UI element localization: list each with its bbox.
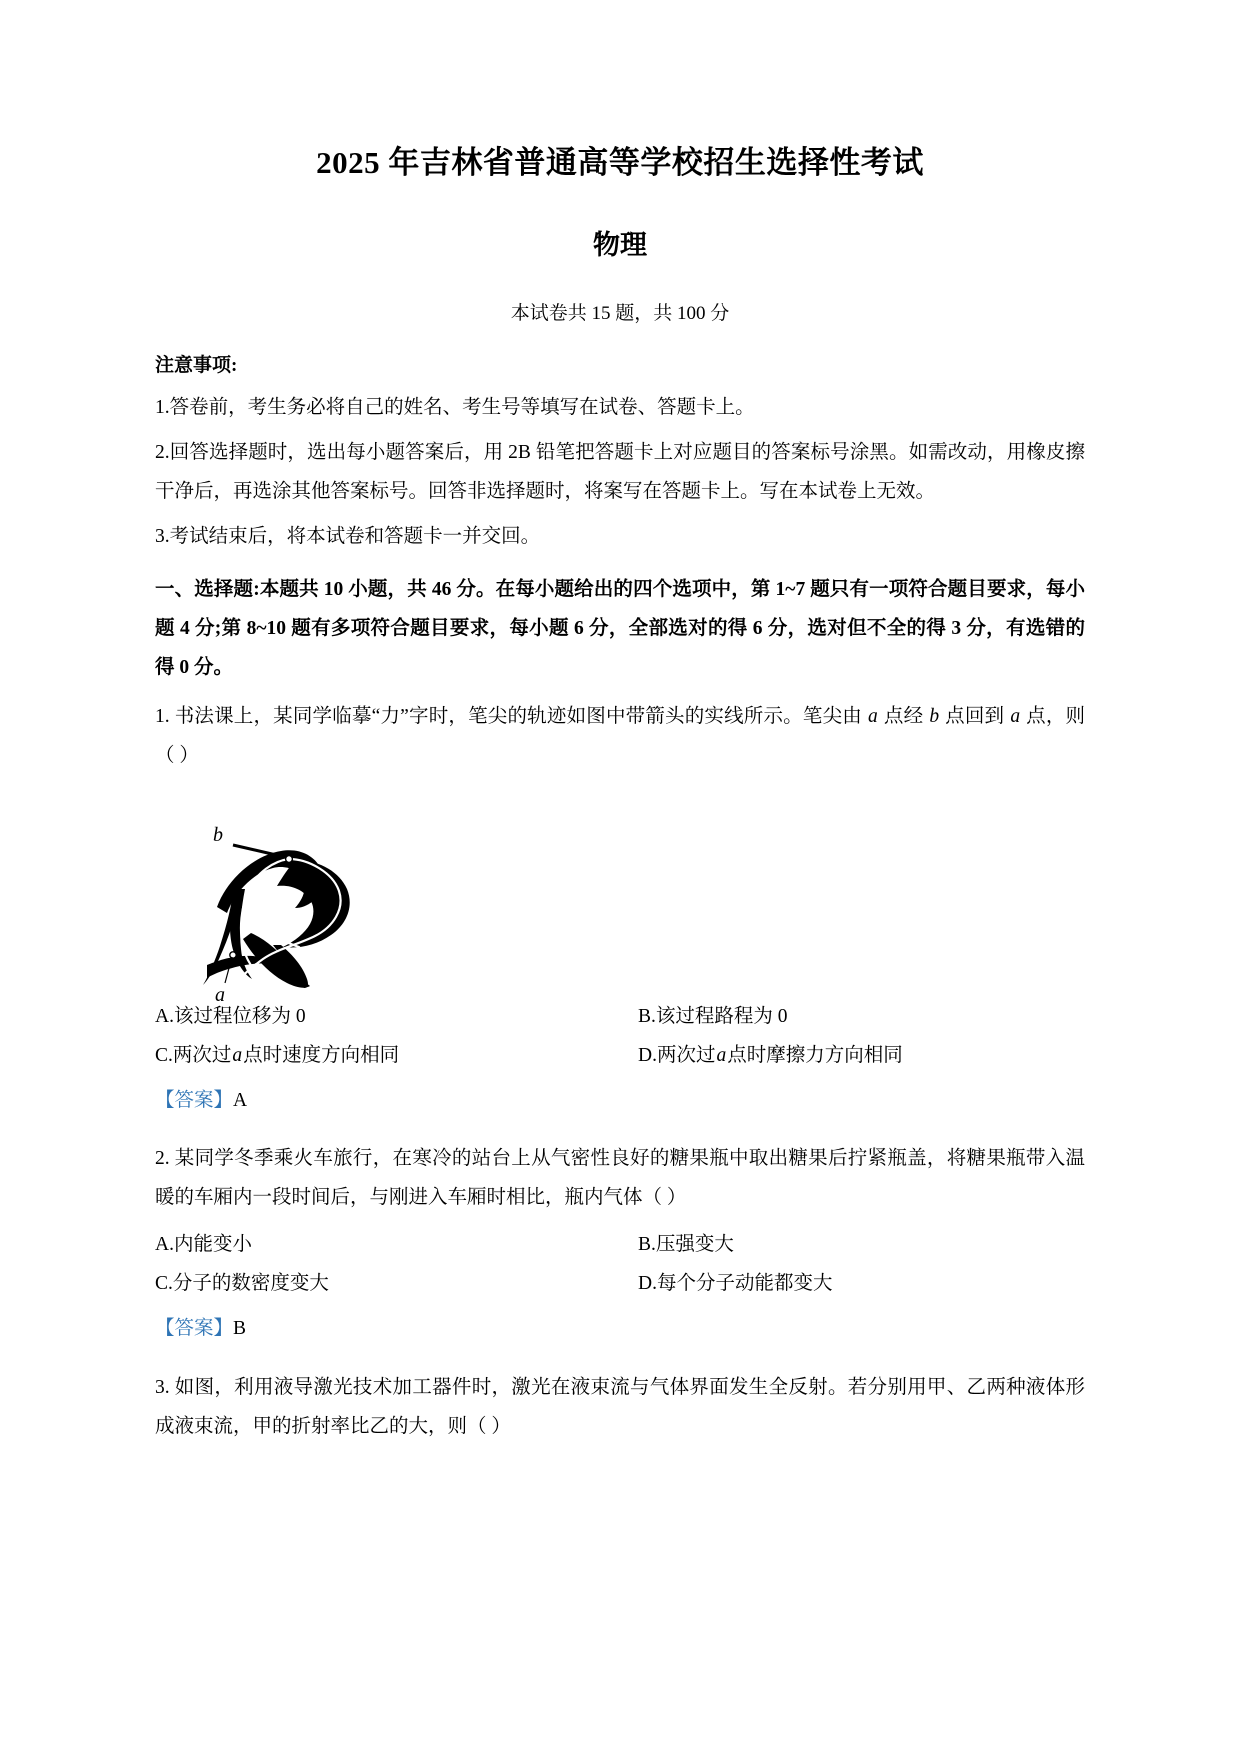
calligraphy-stroke-icon	[177, 789, 357, 1006]
notice-item-3: 3.考试结束后，将本试卷和答题卡一并交回。	[155, 525, 541, 547]
question-3-stem	[155, 1368, 1085, 1446]
question-1-var-b: b	[929, 705, 940, 727]
option-text: 每个分子动能都变大	[656, 1273, 833, 1295]
answer-tag: 【答案】	[155, 1318, 234, 1340]
question-1-answer	[155, 1081, 1085, 1120]
notice-heading: 注意事项:	[155, 355, 238, 377]
question-1-option-b[interactable]	[620, 997, 1085, 1036]
paper-meta: 本试卷共 15 题，共 100 分	[510, 303, 730, 324]
option-text-tail: 点时速度方向相同	[243, 1044, 400, 1066]
notice-item-2: 2.回答选择题时，选出每小题答案后，用 2B 铅笔把答题卡上对应题目的答案标号涂黑。如需改动，用橡皮擦干净后，再选涂其他答案标号。回答非选择题时，将案写在答题卡上。写在本试卷上无效。	[155, 441, 1085, 502]
question-1-stem-part4: 点，则（ ）	[155, 705, 1086, 766]
option-text: 该过程位移为 0	[173, 1005, 306, 1027]
option-text: 两次过	[172, 1044, 232, 1066]
figure-label-b: b	[213, 823, 223, 846]
option-text: 内能变小	[173, 1234, 252, 1256]
figure-label-a: a	[215, 983, 225, 1006]
calligraphy-figure-inner	[177, 789, 357, 1006]
question-2-options	[155, 1225, 1085, 1303]
option-key: C.	[155, 1273, 173, 1295]
section-heading-choice: 一、选择题:本题共 10 小题，共 46 分。在每小题给出的四个选项中，第 1~7 题只有一项符合题目要求，每小题 4 分;第 8~10 题有多项符合题目要求，每小题 6 分，全部选对的得 6 分，选对但不全的得 3 分，有选错的得 0 分。	[155, 578, 1085, 678]
question-1-stem-part2: 点经	[883, 705, 924, 727]
answer-value: B	[233, 1318, 247, 1340]
option-key: D.	[638, 1273, 657, 1295]
subject-title: 物理	[593, 229, 647, 260]
question-1-option-d[interactable]	[620, 1036, 1085, 1075]
question-1-var-a2: a	[1010, 705, 1021, 727]
question-2-stem-text: 某同学冬季乘火车旅行，在寒冷的站台上从气密性良好的糖果瓶中取出糖果后拧紧瓶盖，将糖果瓶带入温暖的车厢内一段时间后，与刚进入车厢时相比，瓶内气体（ ）	[155, 1148, 1085, 1209]
option-key: B.	[638, 1005, 656, 1027]
answer-value: A	[233, 1089, 248, 1111]
question-2-option-b[interactable]	[620, 1225, 1085, 1264]
question-2-answer	[155, 1309, 1085, 1348]
page-title: 2025 年吉林省普通高等学校招生选择性考试	[316, 145, 924, 180]
option-key: B.	[638, 1234, 656, 1256]
top-margin	[155, 0, 1085, 140]
option-key: A.	[155, 1005, 174, 1027]
answer-tag: 【答案】	[155, 1089, 234, 1111]
option-text: 该过程路程为 0	[655, 1005, 788, 1027]
point-b-marker	[286, 855, 293, 862]
question-1-number: 1.	[155, 705, 170, 727]
option-text: 分子的数密度变大	[172, 1273, 329, 1295]
question-1-options	[155, 997, 1085, 1075]
question-1-option-c[interactable]	[155, 1036, 620, 1075]
option-text: 压强变大	[655, 1234, 734, 1256]
question-1-stem-part1: 书法课上，某同学临摹“力”字时，笔尖的轨迹如图中带箭头的实线所示。笔尖由	[174, 705, 862, 727]
option-var: a	[716, 1044, 727, 1066]
question-1-figure	[155, 789, 1085, 1006]
question-2-option-d[interactable]	[620, 1264, 1085, 1303]
notice-item-1: 1.答卷前，考生务必将自己的姓名、考生号等填写在试卷、答题卡上。	[155, 396, 755, 418]
option-text-tail: 点时摩擦力方向相同	[727, 1044, 903, 1066]
question-1-stem-part3: 点回到	[945, 705, 1005, 727]
option-key: C.	[155, 1044, 173, 1066]
leader-line-b	[233, 845, 285, 857]
question-1-var-a1: a	[868, 705, 878, 727]
option-text: 两次过	[656, 1044, 716, 1066]
question-1-stem	[155, 697, 1085, 775]
question-2-option-a[interactable]	[155, 1225, 620, 1264]
point-a-marker	[230, 952, 236, 958]
question-3-stem-text: 如图，利用液导激光技术加工器件时，激光在液束流与气体界面发生全反射。若分别用甲、乙两种液体形成液束流，甲的折射率比乙的大，则（ ）	[155, 1376, 1085, 1437]
question-2-option-c[interactable]	[155, 1264, 620, 1303]
option-key: D.	[638, 1044, 657, 1066]
option-var: a	[232, 1044, 243, 1066]
question-2-stem	[155, 1139, 1085, 1217]
question-3-number: 3.	[155, 1376, 170, 1398]
question-2-number: 2.	[155, 1148, 170, 1170]
option-key: A.	[155, 1234, 174, 1256]
